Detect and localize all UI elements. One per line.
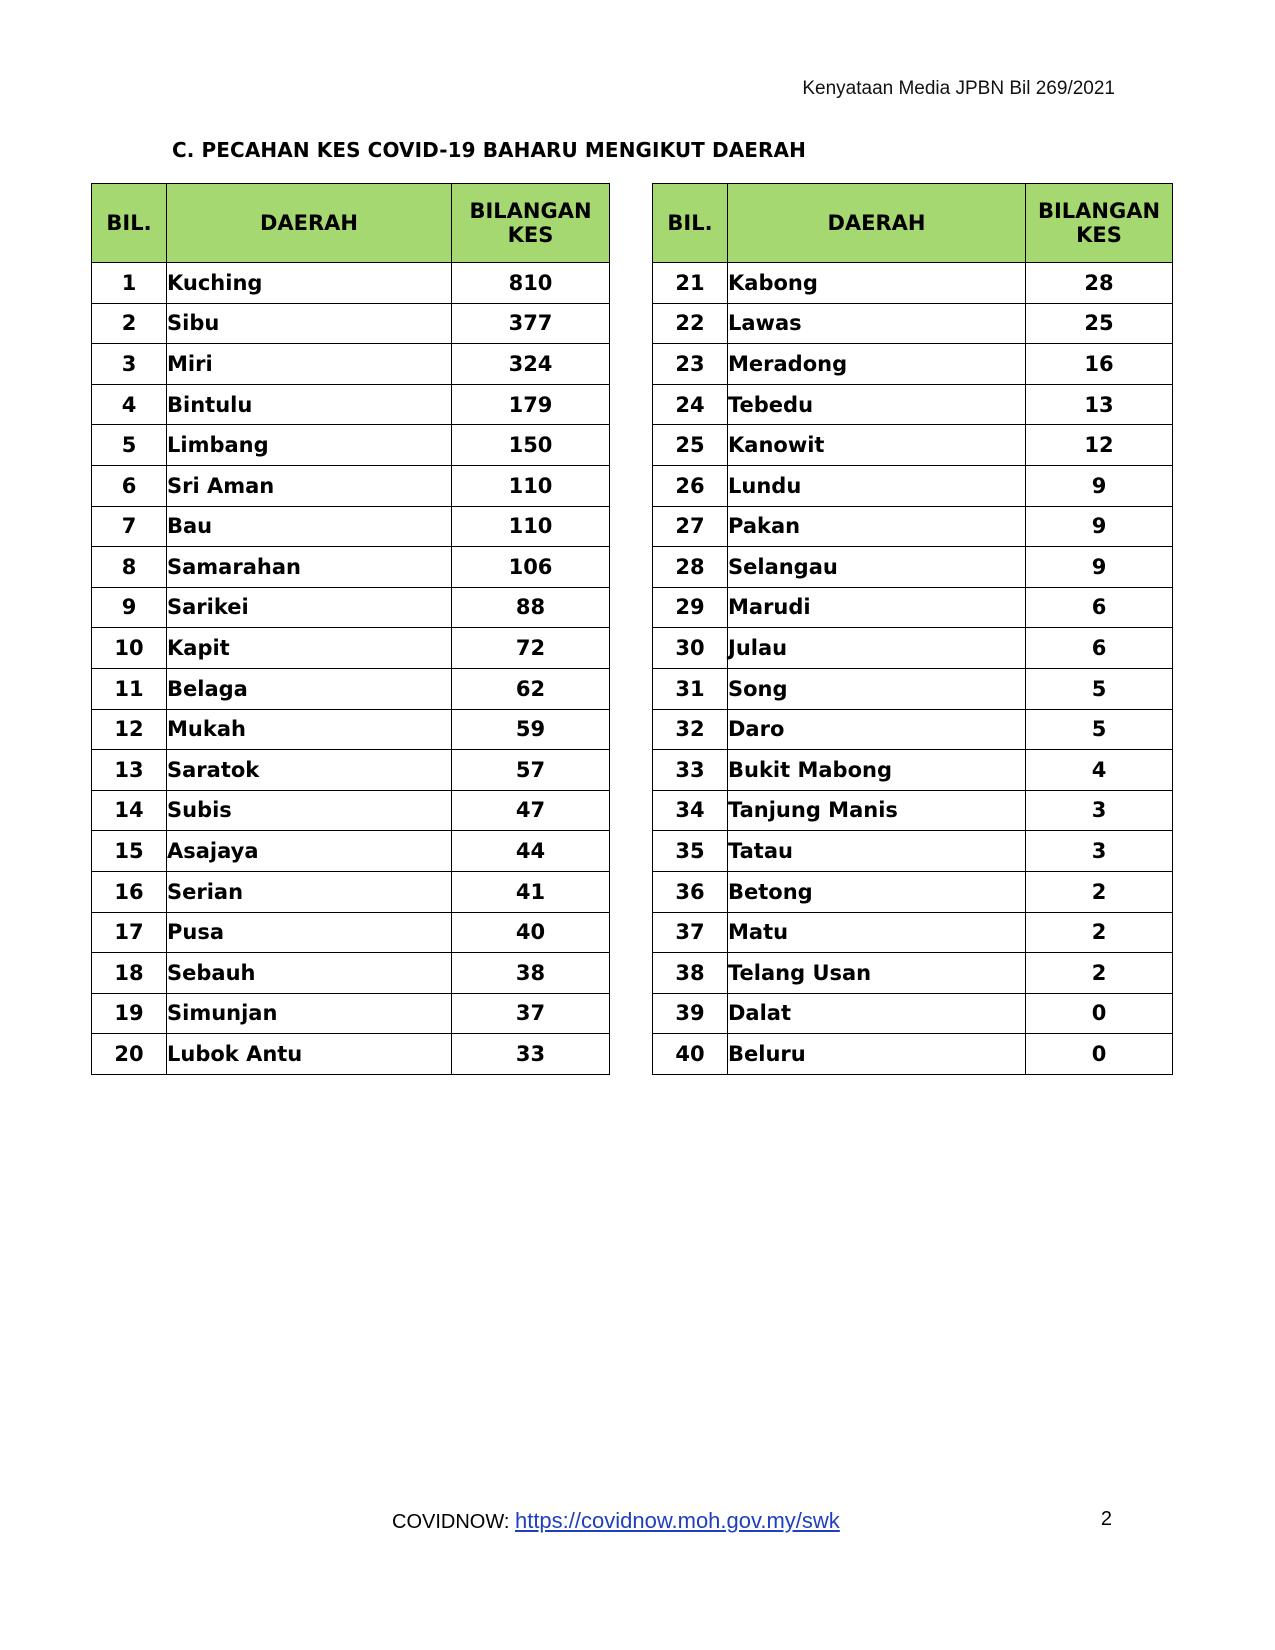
cell-bil: 3 (92, 344, 167, 385)
table-row (92, 871, 610, 912)
table-row (653, 263, 1173, 304)
footer-label: COVIDNOW: (392, 1511, 515, 1533)
section-title: C. PECAHAN KES COVID-19 BAHARU MENGIKUT DAERAH (172, 138, 806, 162)
cell-daerah: Selangau (728, 547, 1026, 588)
cell-bilangan-kes: 9 (1026, 465, 1173, 506)
cell-daerah: Lundu (728, 465, 1026, 506)
cell-daerah: Telang Usan (728, 953, 1026, 994)
cell-bilangan-kes: 9 (1026, 547, 1173, 588)
cell-bilangan-kes: 37 (452, 993, 610, 1034)
table-row (653, 831, 1173, 872)
table-row (92, 425, 610, 466)
table-row (92, 303, 610, 344)
table-row (653, 547, 1173, 588)
cell-bil: 38 (653, 953, 728, 994)
cell-daerah: Belaga (167, 668, 452, 709)
cell-bilangan-kes: 2 (1026, 871, 1173, 912)
table-row (92, 547, 610, 588)
table-row (92, 628, 610, 669)
cell-bil: 32 (653, 709, 728, 750)
cell-bil: 29 (653, 587, 728, 628)
cell-bil: 2 (92, 303, 167, 344)
cell-bilangan-kes: 57 (452, 750, 610, 791)
table-row (92, 587, 610, 628)
cell-daerah: Lawas (728, 303, 1026, 344)
cell-bil: 10 (92, 628, 167, 669)
cell-bil: 6 (92, 465, 167, 506)
cell-bilangan-kes: 110 (452, 465, 610, 506)
cell-daerah: Bau (167, 506, 452, 547)
cell-bil: 25 (653, 425, 728, 466)
table-row (653, 709, 1173, 750)
cell-bilangan-kes: 6 (1026, 587, 1173, 628)
cell-daerah: Daro (728, 709, 1026, 750)
cell-bilangan-kes: 88 (452, 587, 610, 628)
cell-daerah: Limbang (167, 425, 452, 466)
cell-bil: 30 (653, 628, 728, 669)
cell-bilangan-kes: 2 (1026, 953, 1173, 994)
cell-bilangan-kes: 12 (1026, 425, 1173, 466)
table-row (653, 628, 1173, 669)
cell-bil: 35 (653, 831, 728, 872)
cell-daerah: Pakan (728, 506, 1026, 547)
cell-daerah: Pusa (167, 912, 452, 953)
cell-bilangan-kes: 33 (452, 1034, 610, 1075)
cell-bil: 20 (92, 1034, 167, 1075)
cell-bilangan-kes: 72 (452, 628, 610, 669)
table-row (92, 344, 610, 385)
cell-bil: 21 (653, 263, 728, 304)
cell-daerah: Miri (167, 344, 452, 385)
cell-bil: 37 (653, 912, 728, 953)
cell-daerah: Matu (728, 912, 1026, 953)
cell-daerah: Lubok Antu (167, 1034, 452, 1075)
column-header-bil: BIL. (653, 184, 728, 263)
cell-bil: 26 (653, 465, 728, 506)
footer (392, 1508, 840, 1534)
cell-daerah: Tanjung Manis (728, 790, 1026, 831)
table-row (92, 993, 610, 1034)
cell-bilangan-kes: 13 (1026, 384, 1173, 425)
table-row (92, 668, 610, 709)
cell-bilangan-kes: 324 (452, 344, 610, 385)
table-row (653, 303, 1173, 344)
cell-bil: 33 (653, 750, 728, 791)
cell-daerah: Julau (728, 628, 1026, 669)
cell-daerah: Subis (167, 790, 452, 831)
cell-bil: 27 (653, 506, 728, 547)
table-row (653, 344, 1173, 385)
cell-bilangan-kes: 59 (452, 709, 610, 750)
column-header-daerah: DAERAH (167, 184, 452, 263)
cell-bilangan-kes: 25 (1026, 303, 1173, 344)
table-row (92, 831, 610, 872)
cell-bilangan-kes: 377 (452, 303, 610, 344)
cell-bilangan-kes: 3 (1026, 831, 1173, 872)
cell-bilangan-kes: 40 (452, 912, 610, 953)
cell-bilangan-kes: 810 (452, 263, 610, 304)
column-header-bilangan-kes: BILANGAN KES (452, 184, 610, 263)
cell-bilangan-kes: 62 (452, 668, 610, 709)
cell-bil: 4 (92, 384, 167, 425)
cell-bil: 7 (92, 506, 167, 547)
table-row (92, 465, 610, 506)
cell-daerah: Sibu (167, 303, 452, 344)
cell-daerah: Kanowit (728, 425, 1026, 466)
cell-bil: 8 (92, 547, 167, 588)
table-row (92, 384, 610, 425)
cell-bilangan-kes: 179 (452, 384, 610, 425)
cell-bilangan-kes: 9 (1026, 506, 1173, 547)
table-row (653, 425, 1173, 466)
cell-bilangan-kes: 44 (452, 831, 610, 872)
cell-bilangan-kes: 0 (1026, 1034, 1173, 1075)
table-row (92, 953, 610, 994)
cell-daerah: Sri Aman (167, 465, 452, 506)
table-row (92, 912, 610, 953)
cell-daerah: Meradong (728, 344, 1026, 385)
cell-bil: 34 (653, 790, 728, 831)
cell-bilangan-kes: 5 (1026, 668, 1173, 709)
cell-bilangan-kes: 4 (1026, 750, 1173, 791)
page-number: 2 (1100, 1508, 1112, 1530)
cell-daerah: Marudi (728, 587, 1026, 628)
cell-bil: 12 (92, 709, 167, 750)
cell-bil: 28 (653, 547, 728, 588)
cell-bilangan-kes: 16 (1026, 344, 1173, 385)
cell-bilangan-kes: 106 (452, 547, 610, 588)
table-row (653, 953, 1173, 994)
cell-bil: 9 (92, 587, 167, 628)
cell-bil: 40 (653, 1034, 728, 1075)
cell-bil: 39 (653, 993, 728, 1034)
cell-daerah: Sebauh (167, 953, 452, 994)
cell-bil: 5 (92, 425, 167, 466)
column-header-bilangan-kes: BILANGAN KES (1026, 184, 1173, 263)
cell-daerah: Saratok (167, 750, 452, 791)
table-row (653, 912, 1173, 953)
table-row (653, 790, 1173, 831)
cell-bil: 23 (653, 344, 728, 385)
column-header-daerah: DAERAH (728, 184, 1026, 263)
cell-daerah: Samarahan (167, 547, 452, 588)
cell-bil: 17 (92, 912, 167, 953)
cell-daerah: Simunjan (167, 993, 452, 1034)
cell-daerah: Bintulu (167, 384, 452, 425)
cell-bil: 24 (653, 384, 728, 425)
district-table-right (652, 183, 1173, 1075)
cell-daerah: Kabong (728, 263, 1026, 304)
table-row (653, 668, 1173, 709)
cell-bilangan-kes: 5 (1026, 709, 1173, 750)
table-row (92, 709, 610, 750)
cell-daerah: Beluru (728, 1034, 1026, 1075)
cell-bil: 11 (92, 668, 167, 709)
table-row (92, 1034, 610, 1075)
cell-bilangan-kes: 150 (452, 425, 610, 466)
cell-bilangan-kes: 41 (452, 871, 610, 912)
district-table-left (91, 183, 610, 1075)
table-row (92, 790, 610, 831)
cell-bil: 14 (92, 790, 167, 831)
cell-bilangan-kes: 3 (1026, 790, 1173, 831)
cell-daerah: Mukah (167, 709, 452, 750)
cell-bilangan-kes: 38 (452, 953, 610, 994)
table-row (653, 384, 1173, 425)
table-row (92, 506, 610, 547)
table-row (653, 465, 1173, 506)
cell-daerah: Kapit (167, 628, 452, 669)
cell-daerah: Bukit Mabong (728, 750, 1026, 791)
cell-daerah: Tatau (728, 831, 1026, 872)
cell-bil: 13 (92, 750, 167, 791)
table-header-row (653, 184, 1173, 263)
document-reference: Kenyataan Media JPBN Bil 269/2021 (802, 78, 1115, 99)
cell-bil: 18 (92, 953, 167, 994)
cell-bilangan-kes: 47 (452, 790, 610, 831)
table-row (653, 871, 1173, 912)
cell-daerah: Kuching (167, 263, 452, 304)
cell-daerah: Dalat (728, 993, 1026, 1034)
cell-daerah: Betong (728, 871, 1026, 912)
cell-daerah: Tebedu (728, 384, 1026, 425)
table-row (653, 587, 1173, 628)
covidnow-link[interactable]: https://covidnow.moh.gov.my/swk (514, 1508, 840, 1533)
table-row (653, 1034, 1173, 1075)
cell-bilangan-kes: 0 (1026, 993, 1173, 1034)
cell-bil: 19 (92, 993, 167, 1034)
table-header-row (92, 184, 610, 263)
cell-bil: 16 (92, 871, 167, 912)
table-row (92, 263, 610, 304)
cell-daerah: Asajaya (167, 831, 452, 872)
cell-daerah: Song (728, 668, 1026, 709)
cell-bilangan-kes: 6 (1026, 628, 1173, 669)
cell-bil: 36 (653, 871, 728, 912)
cell-bilangan-kes: 28 (1026, 263, 1173, 304)
cell-daerah: Sarikei (167, 587, 452, 628)
cell-bil: 31 (653, 668, 728, 709)
cell-bilangan-kes: 2 (1026, 912, 1173, 953)
table-row (653, 993, 1173, 1034)
cell-bil: 22 (653, 303, 728, 344)
table-row (92, 750, 610, 791)
table-row (653, 750, 1173, 791)
table-row (653, 506, 1173, 547)
cell-bil: 1 (92, 263, 167, 304)
column-header-bil: BIL. (92, 184, 167, 263)
cell-daerah: Serian (167, 871, 452, 912)
cell-bil: 15 (92, 831, 167, 872)
cell-bilangan-kes: 110 (452, 506, 610, 547)
